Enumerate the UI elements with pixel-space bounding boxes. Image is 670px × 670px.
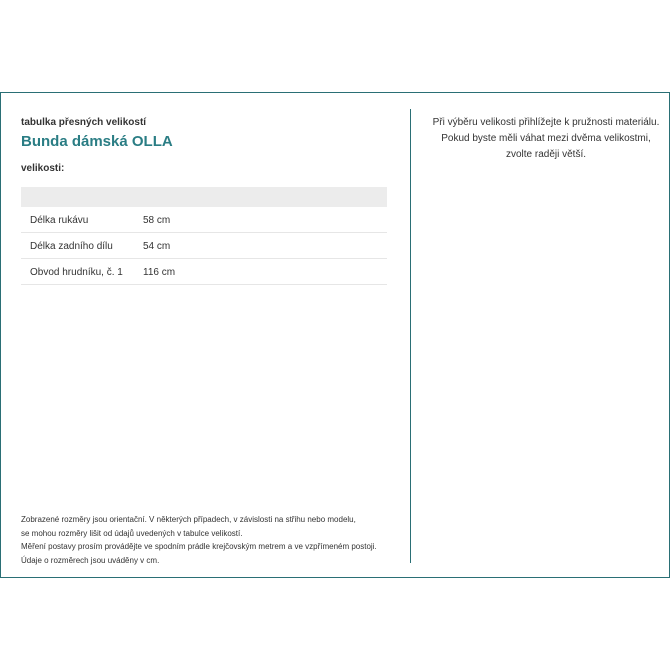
advice-line: zvolte raději větší. [505,149,587,160]
sizes-label: velikosti: [21,163,65,174]
note-line: Zobrazené rozměry jsou orientační. V některých případech, v závislosti na střihu nebo modelu, [21,515,356,524]
table-row [21,207,387,233]
disclaimer-notes [21,513,387,567]
advice-line: Při výběru velikosti přihlížejte k pružnosti materiálu. [432,117,660,128]
measure-name: Obvod hrudníku, č. 1 [30,267,123,278]
advice-line: Pokud byste měli váhat mezi dvěma velikostmi, [441,133,651,144]
table-row [21,259,387,285]
measure-value: 54 cm [143,241,171,252]
measure-name: Délka rukávu [30,215,89,226]
note-line: Měření postavy prosím provádějte ve spodním prádle krejčovským metrem a ve vzpřímeném postoji. [21,542,377,551]
product-title: Bunda dámská OLLA [21,133,173,150]
size-table-header [21,187,387,207]
size-table-panel [21,93,387,577]
measure-value: 58 cm [143,215,171,226]
measure-name: Délka zadního dílu [30,241,113,252]
table-row [21,233,387,259]
size-chart-card [0,92,670,578]
measure-value: 116 cm [143,267,176,278]
vertical-divider [410,109,411,563]
advice-panel [426,115,666,163]
size-table [21,187,387,285]
note-line: se mohou rozměry lišit od údajů uvedených v tabulce velikostí. [21,528,243,538]
supertitle: tabulka přesných velikostí [21,117,147,128]
note-line: Údaje o rozměrech jsou uváděny v cm. [21,555,160,565]
